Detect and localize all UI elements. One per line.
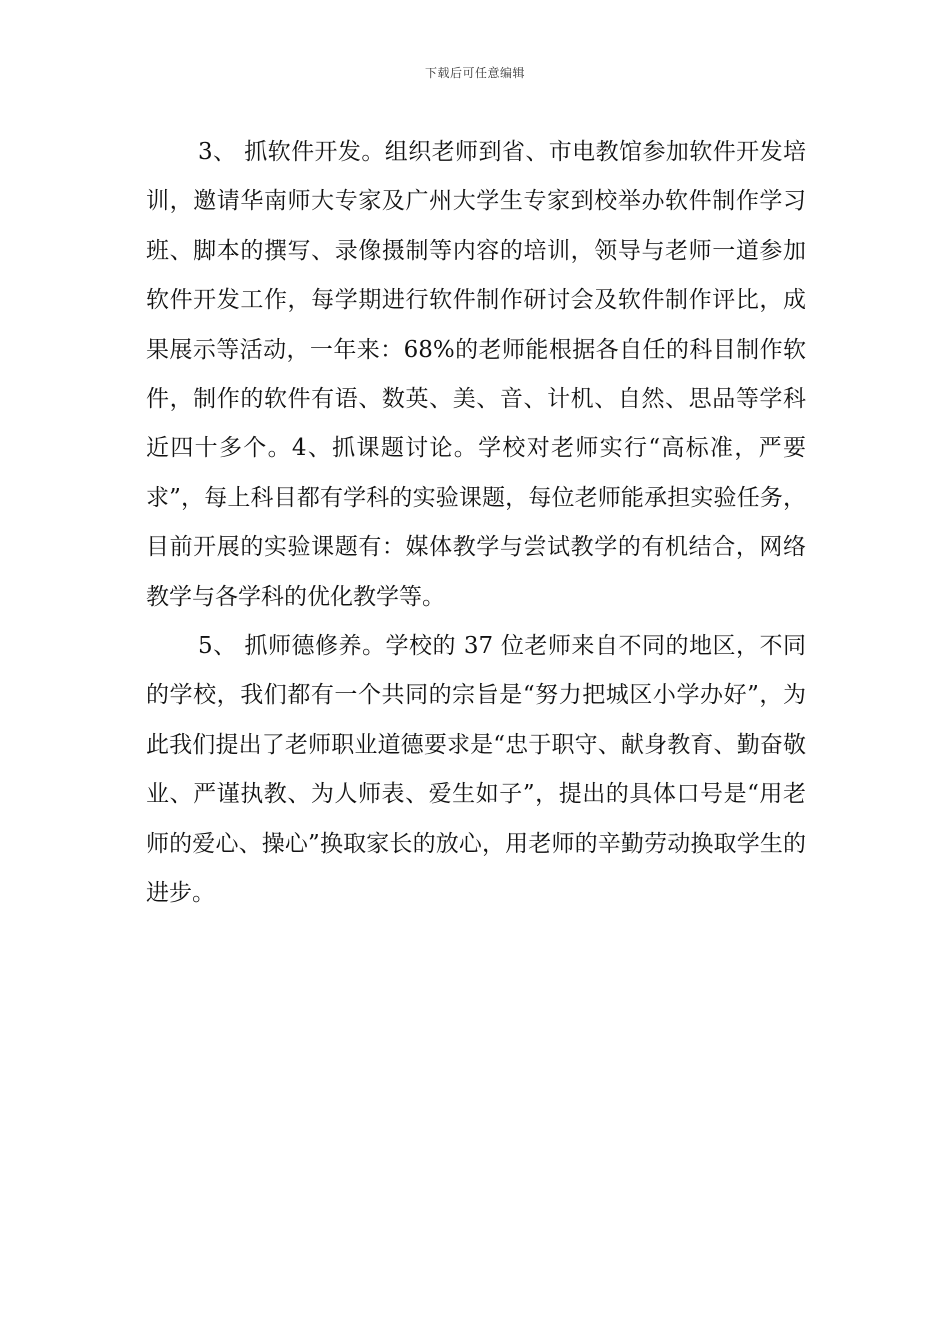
page-header-note: 下载后可任意编辑 (424, 66, 525, 80)
paragraph-teacher-ethics: 5、 抓师德修养。学校的 37 位老师来自不同的地区，不同的学校，我们都有一个共同的宗旨是“努力把城区小学办好”，为此我们提出了老师职业道德要求是“忠于职守、献身教育、勤奋敬业、严谨执教、为人师表、爱生如子”，提出的具体口号是“用老师的爱心、操心”换取家长的放心，用老师的辛勤劳动换取学生的进步。 (146, 633, 806, 907)
paragraph-software-development: 3、 抓软件开发。组织老师到省、市电教馆参加软件开发培训，邀请华南师大专家及广州大学生专家到校举办软件制作学习班、脚本的撰写、录像摄制等内容的培训，领导与老师一道参加软件开发工作，每学期进行软件制作研讨会及软件制作评比，成果展示等活动，一年来：68%的老师能根据各自任的科目制作软件，制作的软件有语、数英、美、音、计机、自然、思品等学科近四十多个。4、抓课题讨论。学校对老师实行“高标准，严要求”，每上科目都有学科的实验课题，每位老师能承担实验任务，目前开展的实验课题有：媒体教学与尝试教学的有机结合，网络教学与各学科的优化教学等。 (146, 139, 806, 610)
document-body (146, 128, 806, 919)
